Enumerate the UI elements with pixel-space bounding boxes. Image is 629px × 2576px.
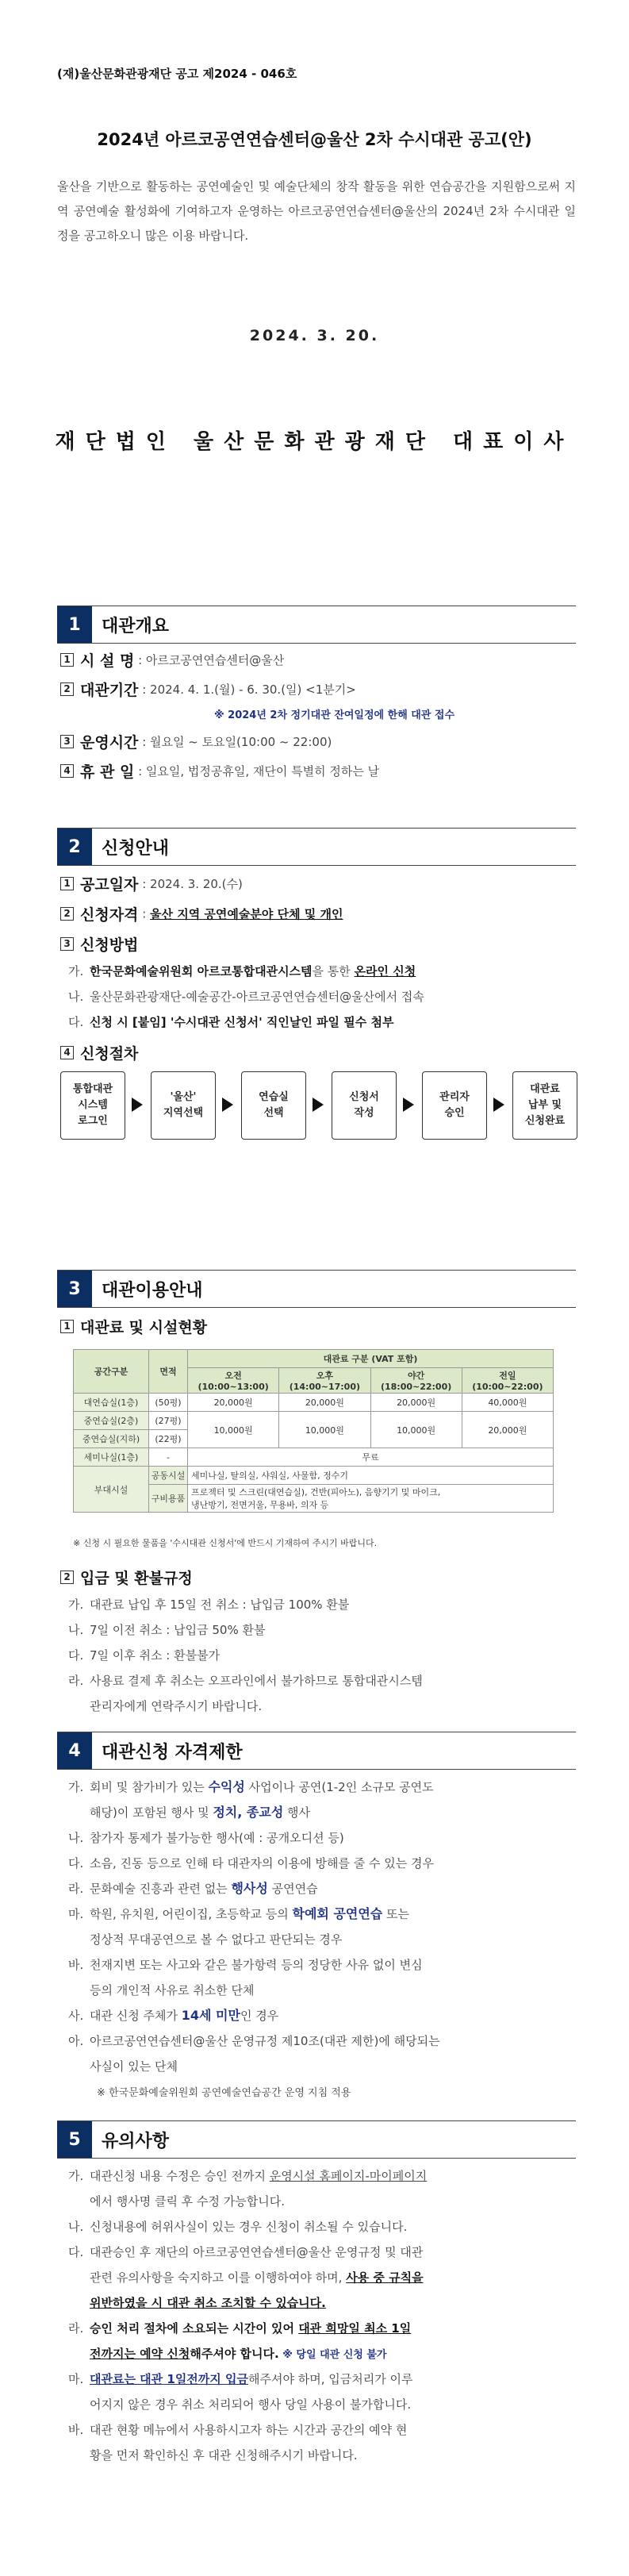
overview-hours: 3 운영시간 : 월요일 ~ 토요일(10:00 ~ 22:00) <box>60 731 576 752</box>
list-item: 나. 7일 이전 취소 : 납입금 50% 환불 <box>68 1623 266 1637</box>
section-number: 2 <box>57 829 92 865</box>
section-number: 1 <box>57 606 92 643</box>
list-item: 다. 대관승인 후 재단의 아르코공연연습센터@울산 운영규정 및 대관 관련 유의사항을 숙지하고 이를 이행하여야 하며, 사용 중 규칙을 위반하였을 시 대관 취소 조치할 수 있습니다. <box>68 2245 424 2310</box>
table-header: 공간구분 <box>74 1350 149 1394</box>
method-item-na: 나. 울산문화관광재단-예술공간-아르코공연연습센터@울산에서 접속 <box>68 990 424 1004</box>
item-number-box: 1 <box>60 653 74 667</box>
arrow-right-icon <box>132 1098 143 1112</box>
document-number: (재)울산문화관광재단 공고 제2024 - 046호 <box>57 67 297 81</box>
item-number-box: 2 <box>60 907 74 921</box>
flow-step: 관리자 승인 <box>422 1071 487 1140</box>
list-item: 나. 참가자 통제가 불가능한 행사(예 : 공개오디션 등) <box>68 1831 344 1845</box>
table-header: 대관료 구분 (VAT 포함) <box>188 1350 554 1368</box>
section-header-restrictions <box>57 1732 576 1770</box>
section-title: 신청안내 <box>102 838 170 859</box>
list-item: 나. 신청내용에 허위사실이 있는 경우 신청이 취소될 수 있습니다. <box>68 2220 408 2234</box>
flow-step: '울산' 지역선택 <box>151 1071 216 1140</box>
overview-period: 2 대관기간 : 2024. 4. 1.(월) - 6. 30.(일) <1분기> <box>60 679 576 700</box>
table-header: 오후 (14:00~17:00) <box>279 1368 370 1394</box>
item-number-box: 3 <box>60 735 74 748</box>
list-item: 마. 대관료는 대관 1일전까지 입금해주셔야 하며, 입금처리가 이루 어지지 않은 경우 취소 처리되어 행사 당일 사용이 불가합니다. <box>68 2372 413 2412</box>
item-number-box: 1 <box>60 877 74 890</box>
arrow-right-icon <box>493 1098 504 1112</box>
application-procedure: 4 신청절차 <box>60 1042 576 1063</box>
table-row: 대연습실(1층) (50평) 20,000원 20,000원 20,000원 40,000원 <box>74 1394 554 1412</box>
method-item-ga: 가. 한국문화예술위원회 아르코통합대관시스템을 통한 온라인 신청 <box>68 964 416 978</box>
section-number: 4 <box>57 1732 92 1769</box>
list-item: 가. 회비 및 참가비가 있는 수익성 사업이나 공연(1-2인 소규모 공연도 해당)이 포함된 행사 및 정치, 종교성 행사 <box>68 1779 434 1820</box>
section-title: 대관신청 자격제한 <box>102 1742 243 1763</box>
usage-fees: 1 대관료 및 시설현황 <box>60 1316 576 1337</box>
table-header: 오전 (10:00~13:00) <box>188 1368 279 1394</box>
overview-facility: 1 시 설 명 : 아르코공연연습센터@울산 <box>60 649 576 671</box>
section-title: 대관개요 <box>102 616 170 636</box>
item-number-box: 4 <box>60 764 74 778</box>
restriction-note: ※ 한국문화예술위원회 공연예술연습공간 운영 지침 적용 <box>97 2087 351 2099</box>
list-item: 다. 소음, 진동 등으로 인해 타 대관자의 이용에 방해를 줄 수 있는 경우 <box>68 1856 434 1870</box>
method-item-da: 다. 신청 시 [붙임] '수시대관 신청서' 직인날인 파일 필수 첨부 <box>68 1015 394 1029</box>
section-title: 대관이용안내 <box>102 1280 203 1301</box>
section-number: 3 <box>57 1271 92 1307</box>
list-item: 마. 학원, 유치원, 어린이집, 초등학교 등의 학예회 공연연습 또는 정상적 무대공연으로 볼 수 없다고 판단되는 경우 <box>68 1906 410 1947</box>
item-number-box: 3 <box>60 937 74 951</box>
table-note: ※ 신청 시 필요한 물품을 '수시대관 신청서'에 반드시 기재하여 주시기 바랍니다. <box>73 1538 378 1548</box>
announcement-date: 2024. 3. 20. <box>249 327 380 344</box>
section-header-cautions <box>57 2120 576 2159</box>
flow-step: 신청서 작성 <box>332 1071 397 1140</box>
table-row: 중연습실(지하) (22평) <box>74 1430 554 1448</box>
flow-step: 대관료 납부 및 신청완료 <box>512 1071 577 1140</box>
item-number-box: 2 <box>60 682 74 696</box>
issuer-name: 재단법인 울산문화관광재단 대표이사 <box>55 430 574 454</box>
list-item: 라. 승인 처리 절차에 소요되는 시간이 있어 대관 희망일 최소 1일 전까지는 예약 신청해주셔야 합니다. ※ 당일 대관 신청 불가 <box>68 2321 412 2361</box>
table-header: 야간 (18:00~22:00) <box>370 1368 462 1394</box>
arrow-right-icon <box>222 1098 233 1112</box>
application-date: 1 공고일자 : 2024. 3. 20.(수) <box>60 873 576 894</box>
flow-step: 통합대관 시스템 로그인 <box>60 1071 125 1140</box>
list-item: 아. 아르코공연연습센터@울산 운영규정 제10조(대관 제한)에 해당되는 사실이 있는 단체 <box>68 2034 440 2074</box>
fee-table <box>73 1349 554 1513</box>
list-item: 바. 대관 현황 메뉴에서 사용하시고자 하는 시간과 공간의 예약 현 황을 먼저 확인하신 후 대관 신청해주시기 바랍니다. <box>68 2423 408 2463</box>
page-title: 2024년 아르코공연연습센터@울산 2차 수시대관 공고(안) <box>97 130 532 149</box>
application-method: 3 신청방법 <box>60 933 576 955</box>
list-item: 라. 문화예술 진흥과 관련 없는 행사성 공연연습 <box>68 1881 318 1896</box>
table-row: 세미나실(1층) - 무료 <box>74 1448 554 1467</box>
section-header-usage <box>57 1270 576 1308</box>
table-row: 구비용품 프로젝터 및 스크린(대연습실), 건반(피아노), 음향기기 및 마이크, 냉난방기, 전면거울, 무용바, 의자 등 <box>74 1485 554 1513</box>
arrow-right-icon <box>313 1098 324 1112</box>
list-item: 다. 7일 이후 취소 : 환불불가 <box>68 1648 221 1663</box>
procedure-flow <box>60 1071 576 1140</box>
list-item: 가. 대관료 납입 후 15일 전 취소 : 납입금 100% 환불 <box>68 1598 350 1612</box>
flow-step: 연습실 선택 <box>241 1071 306 1140</box>
section-header-overview <box>57 606 576 644</box>
section-header-application <box>57 828 576 866</box>
period-notice: ※ 2024년 2차 정기대관 잔여일정에 한해 대관 접수 <box>214 709 455 721</box>
table-header: 면적 <box>149 1350 188 1394</box>
application-eligibility: 2 신청자격 : 울산 지역 공연예술분야 단체 및 개인 <box>60 903 576 925</box>
table-row: 부대시설 공동시설 세미나실, 탈의실, 샤워실, 사물함, 정수기 <box>74 1467 554 1485</box>
section-number: 5 <box>57 2121 92 2158</box>
list-item: 라. 사용료 결제 후 취소는 오프라인에서 불가하므로 통합대관시스템 관리자에게 연락주시기 바랍니다. <box>68 1674 423 1713</box>
intro-paragraph: 울산을 기반으로 활동하는 공연예술인 및 예술단체의 창작 활동을 위한 연습공간을 지원함으로써 지역 공연예술 활성화에 기여하고자 운영하는 아르코공연연습센터@울산의 2024년 2차 수시대관 일정을 공고하오니 많은 이용 바랍니다. <box>57 179 576 243</box>
table-header: 전일 (10:00~22:00) <box>462 1368 553 1394</box>
section-title: 유의사항 <box>102 2131 170 2151</box>
usage-refund: 2 입금 및 환불규정 <box>60 1567 576 1588</box>
list-item: 사. 대관 신청 주체가 14세 미만인 경우 <box>68 2008 279 2023</box>
item-number-box: 4 <box>60 1046 74 1059</box>
item-number-box: 2 <box>60 1571 74 1584</box>
list-item: 가. 대관신청 내용 수정은 승인 전까지 운영시설 홈페이지-마이페이지 에서 행사명 클릭 후 수정 가능합니다. <box>68 2169 428 2209</box>
arrow-right-icon <box>403 1098 414 1112</box>
item-number-box: 1 <box>60 1320 74 1333</box>
table-row: 중연습실(2층) (27평) 10,000원 10,000원 10,000원 20,000원 <box>74 1412 554 1430</box>
overview-closed: 4 휴 관 일 : 일요일, 법정공휴일, 재단이 특별히 정하는 날 <box>60 760 576 782</box>
list-item: 바. 천재지변 또는 사고와 같은 불가항력 등의 정당한 사유 없이 변심 등의 개인적 사유로 취소한 단체 <box>68 1958 423 1997</box>
